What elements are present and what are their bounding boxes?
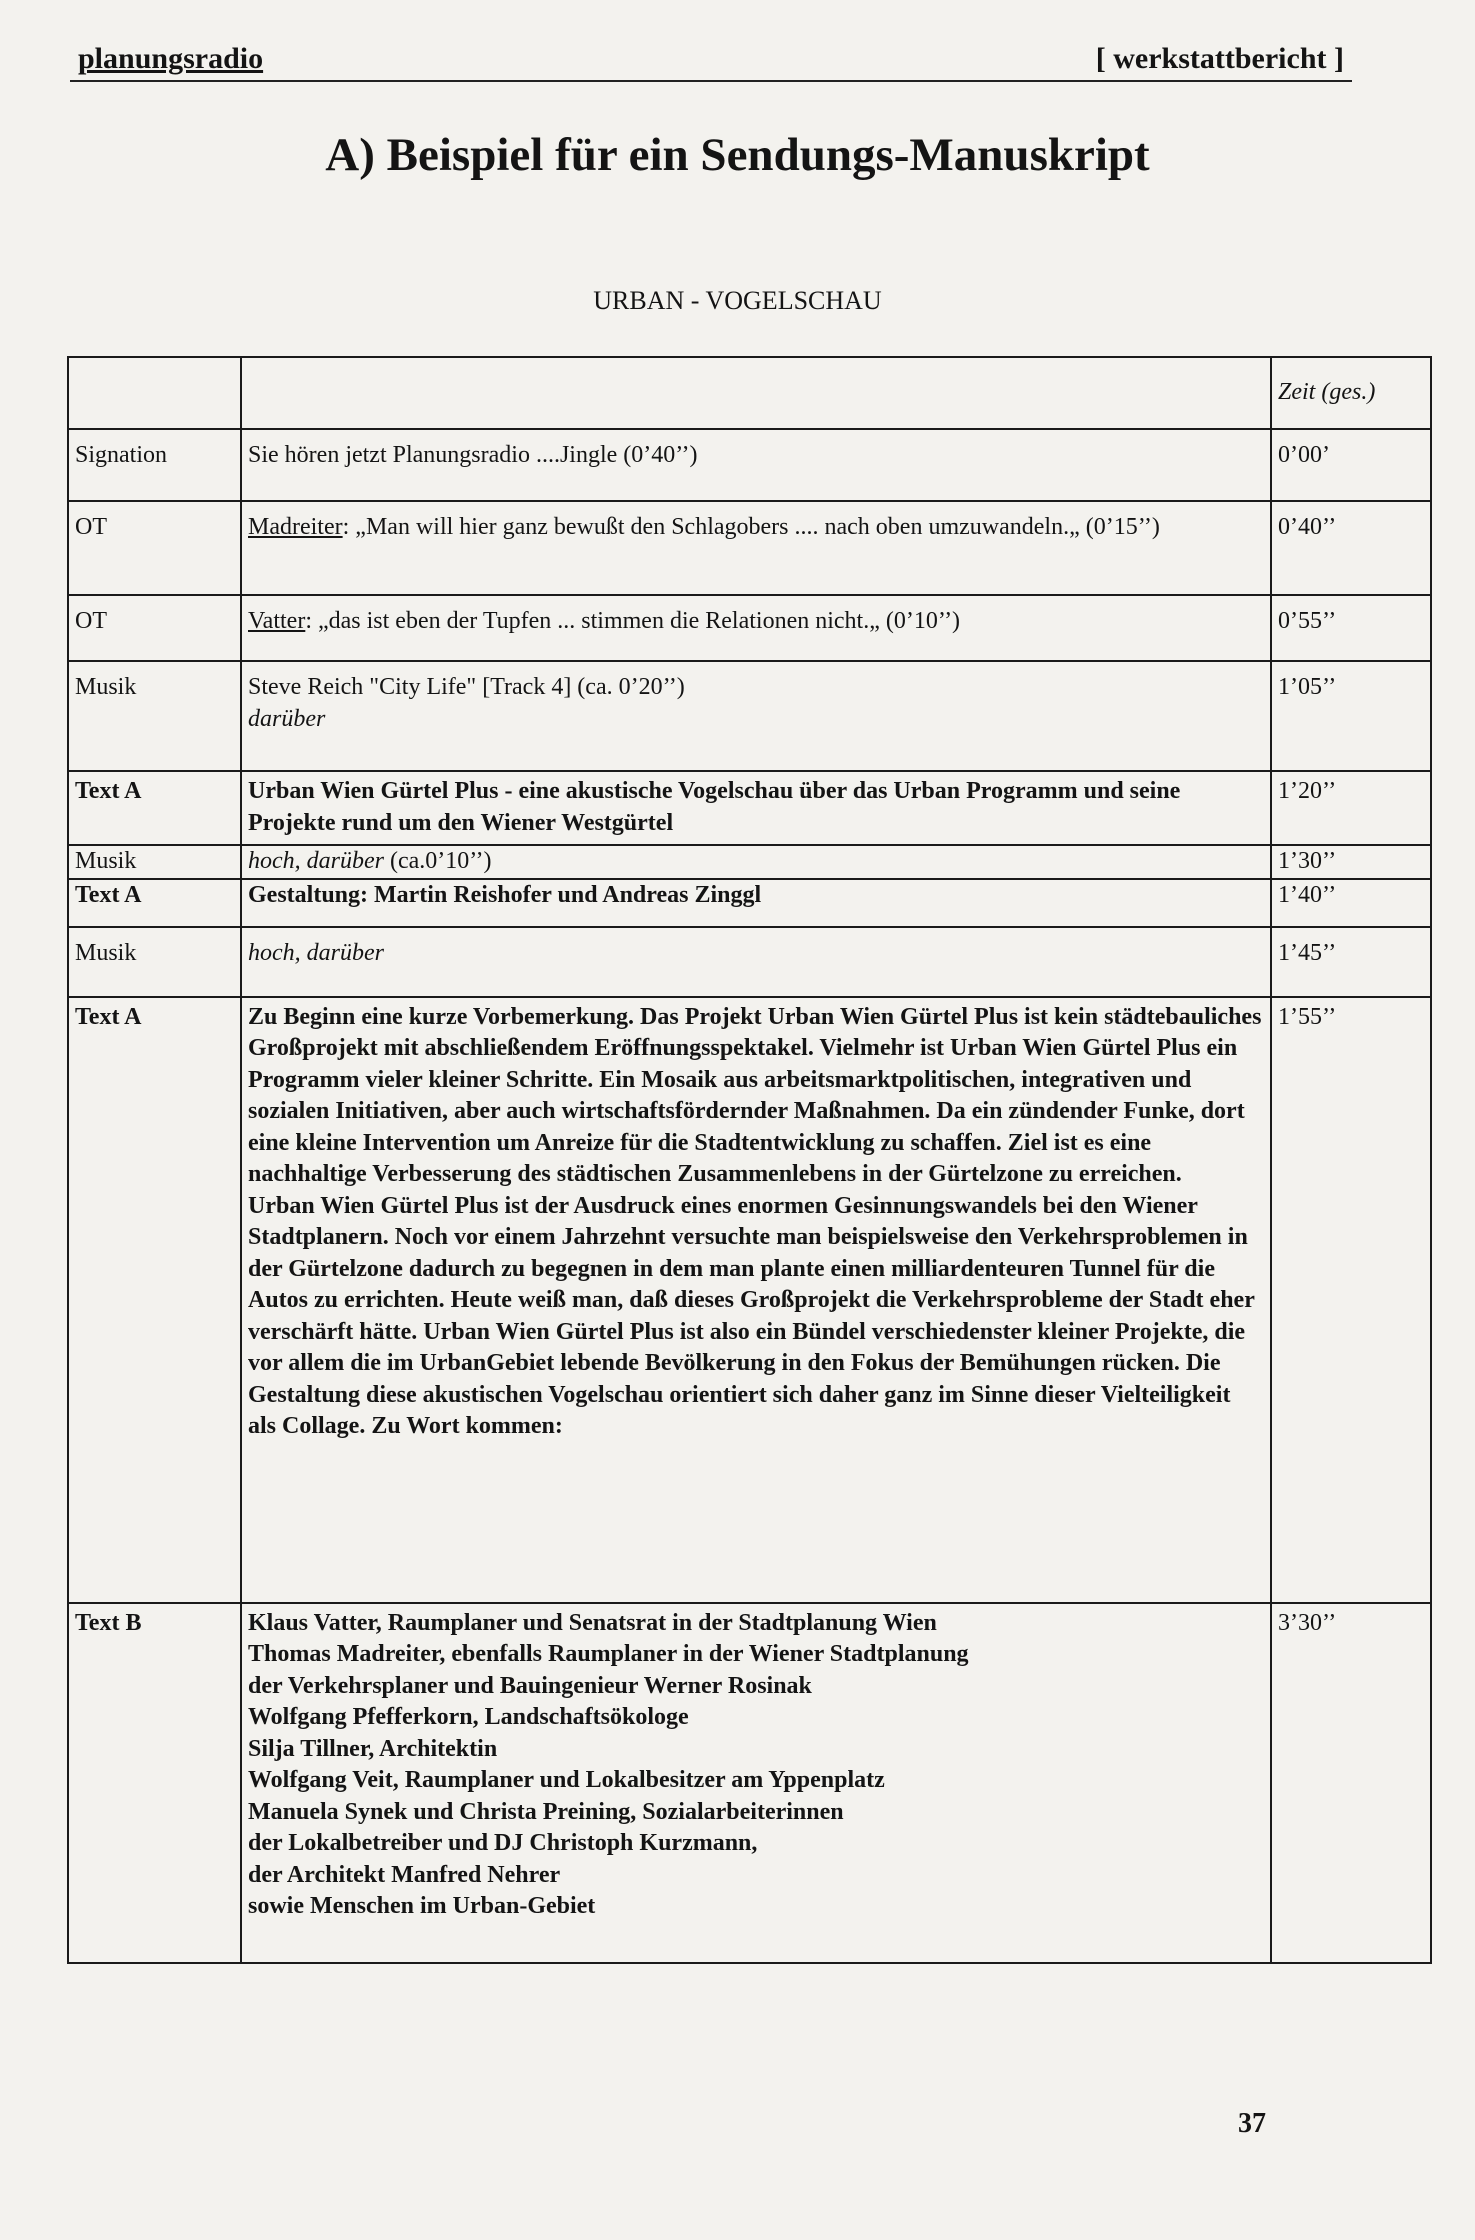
row-content: Urban Wien Gürtel Plus - eine akustische Vogelschau über das Urban Programm und seine Projekte rund um den Wiener Westgürtel <box>241 771 1271 845</box>
speaker-line: Silja Tillner, Architektin <box>248 1735 498 1762</box>
row-label: OT <box>68 595 241 661</box>
row-time: 0’00’ <box>1271 429 1431 501</box>
row-content: hoch, darüber <box>241 927 1271 997</box>
table-row <box>68 879 1431 927</box>
row-time: 1’20’’ <box>1271 771 1431 845</box>
music-note: darüber <box>248 705 326 732</box>
table-row <box>68 1603 1431 1963</box>
row-label: Musik <box>68 845 241 879</box>
speaker-line: Thomas Madreiter, ebenfalls Raumplaner in der Wiener Stadtplanung <box>248 1641 969 1667</box>
row-time: 1’45’’ <box>1271 927 1431 997</box>
row-label: Text B <box>68 1603 241 1963</box>
speaker-line: Wolfgang Veit, Raumplaner und Lokalbesitzer am Yppenplatz <box>248 1767 885 1793</box>
speaker-name: Vatter <box>248 608 306 634</box>
speaker-line: der Verkehrsplaner und Bauingenieur Werner Rosinak <box>248 1672 812 1699</box>
music-note: hoch, darüber <box>248 848 384 874</box>
speaker-line: Klaus Vatter, Raumplaner und Senatsrat in der Stadtplanung Wien <box>248 1609 937 1636</box>
row-content <box>241 845 1271 879</box>
table-row <box>68 661 1431 771</box>
table-row <box>68 501 1431 595</box>
row-label: Signation <box>68 429 241 501</box>
speaker-name: Madreiter <box>248 514 343 540</box>
quote-text: : „das ist eben der Tupfen ... stimmen die Relationen nicht.„ (0’10’’) <box>305 608 961 634</box>
row-content <box>241 997 1271 1603</box>
speaker-line: der Architekt Manfred Nehrer <box>248 1861 561 1888</box>
page-title: A) Beispiel für ein Sendungs-Manuskript <box>325 129 1150 181</box>
row-label: Text A <box>68 997 241 1603</box>
row-time: 1’05’’ <box>1271 661 1431 771</box>
row-content <box>241 501 1271 595</box>
speaker-line: der Lokalbetreiber und DJ Christoph Kurzmann, <box>248 1830 758 1856</box>
row-content: Gestaltung: Martin Reishofer und Andreas Zinggl <box>241 879 1271 927</box>
script-title: URBAN - VOGELSCHAU <box>593 286 882 315</box>
paragraph: Urban Wien Gürtel Plus ist der Ausdruck eines enormen Gesinnungswandels bei den Wiener Stadtplanern. Noch vor einem Jahrzehnt versuchte man beispielsweise den Verkehrsproblemen in der Gürtelzone dadurch zu begegnen in dem man plante einen milliardenteuren Tunnel für die Autos zu errichten. Heute weiß man, daß dieses Großprojekt die Verkehrsprobleme der Stadt eher verschärft hätte. Urban Wien Gürtel Plus ist also ein Bündel verschiedenster kleiner Projekte, die vor allem die im UrbanGebiet lebende Bevölkerung in den Fokus der Bemühungen rücken. Die Gestaltung diese akustischen Vogelschau orientiert sich daher ganz im Sinne dieser Vielteiligkeit als Collage. Zu Wort kommen: <box>248 1192 1255 1439</box>
page-header <box>70 38 1352 82</box>
paragraph: Zu Beginn eine kurze Vorbemerkung. Das Projekt Urban Wien Gürtel Plus ist kein städtebauliches Großprojekt mit abschließendem Eröffnungsspektakel. Vielmehr ist Urban Wien Gürtel Plus ein Programm vieler kleiner Schritte. Ein Mosaik aus arbeitsmarktpolitischen, integrativen und sozialen Initiativen, aber auch wirtschaftsfördernder Maßnahmen. Da ein zündender Funke, dort eine kleine Intervention um Anreize für die Stadtentwicklung zu schaffen. Ziel ist es eine nachhaltige Verbesserung des städtischen Zusammenlebens in der Gürtelzone zu erreichen. <box>248 1003 1262 1187</box>
row-time: 0’55’’ <box>1271 595 1431 661</box>
speaker-line: Manuela Synek und Christa Preining, Sozialarbeiterinnen <box>248 1798 844 1825</box>
quote-text: : „Man will hier ganz bewußt den Schlagobers .... nach oben umzuwandeln.„ (0’15’’) <box>342 514 1160 540</box>
speaker-line: Wolfgang Pfefferkorn, Landschaftsökologe <box>248 1704 689 1730</box>
table-row <box>68 927 1431 997</box>
page-number: 37 <box>1238 2108 1266 2139</box>
speaker-line: sowie Menschen im Urban-Gebiet <box>248 1893 596 1919</box>
row-time: 1’55’’ <box>1271 997 1431 1603</box>
row-time: 0’40’’ <box>1271 501 1431 595</box>
time-header: Zeit (ges.) <box>1271 357 1431 429</box>
row-label: OT <box>68 501 241 595</box>
row-content: Sie hören jetzt Planungsradio ....Jingle (0’40’’) <box>241 429 1271 501</box>
row-content <box>241 661 1271 771</box>
table-row <box>68 429 1431 501</box>
table-row <box>68 845 1431 879</box>
header-right: [ werkstattbericht ] <box>1095 42 1344 75</box>
row-content <box>241 1603 1271 1963</box>
row-label: Text A <box>68 771 241 845</box>
manuscript-table <box>67 356 1432 1964</box>
table-row <box>68 771 1431 845</box>
row-label: Musik <box>68 661 241 771</box>
music-duration: (ca.0’10’’) <box>383 848 492 874</box>
table-row <box>68 595 1431 661</box>
row-label: Text A <box>68 879 241 927</box>
row-label: Musik <box>68 927 241 997</box>
table-header-row <box>68 357 1431 429</box>
music-track: Steve Reich "City Life" [Track 4] (ca. 0’20’’) <box>248 674 685 700</box>
row-time: 1’40’’ <box>1271 879 1431 927</box>
row-content <box>241 595 1271 661</box>
row-time: 3’30’’ <box>1271 1603 1431 1963</box>
table-row <box>68 997 1431 1603</box>
row-time: 1’30’’ <box>1271 845 1431 879</box>
header-left: planungsradio <box>78 42 264 75</box>
